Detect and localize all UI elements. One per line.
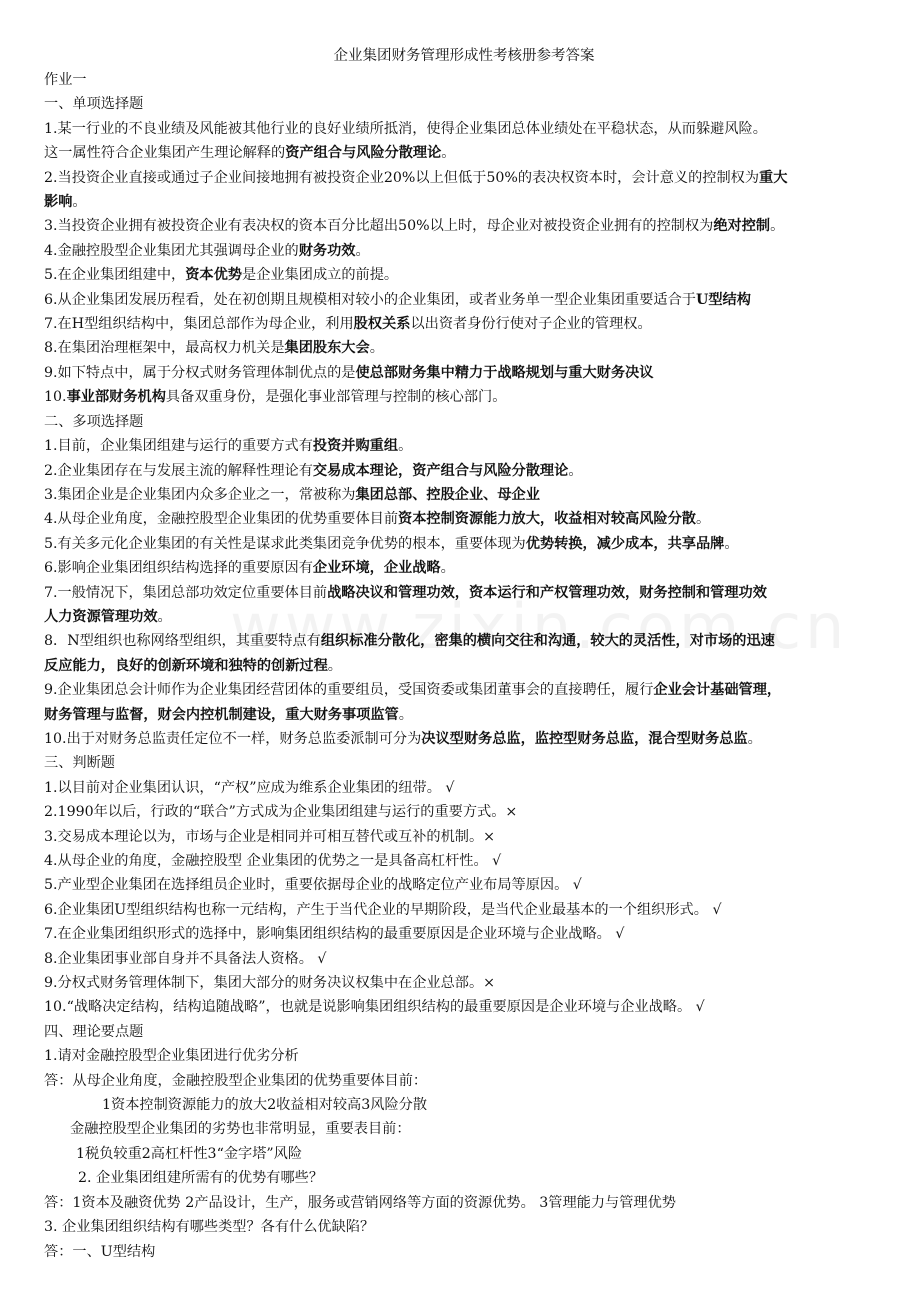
text-segment: 金融控股型企业集团的劣势也非常明显，重要表目前： xyxy=(70,1121,411,1138)
text-segment: 这一属性符合企业集团产生理论解释的 xyxy=(44,145,286,162)
text-line xyxy=(44,751,884,775)
text-segment: 3.当投资企业拥有被投资企业有表决权的资本百分比超出50%以上时，母企业对被投资企业拥有的控制权为 xyxy=(44,218,714,235)
text-segment: 。 xyxy=(747,730,762,747)
text-segment: 三、判断题 xyxy=(44,755,115,772)
text-segment: 1.某一行业的不良业绩及风能被其他行业的良好业绩所抵消，使得企业集团总体业绩处在平稳状态，从而躲避风险。 xyxy=(44,120,767,137)
text-line xyxy=(44,654,884,678)
bold-answer: 集团总部、控股企业、母企业 xyxy=(355,486,540,503)
text-line xyxy=(44,288,884,312)
text-line xyxy=(44,532,884,556)
bold-answer: 优势转换，减少成本，共享品牌 xyxy=(525,535,725,552)
text-segment: 1.请对金融控股型企业集团进行优劣分析 xyxy=(44,1048,299,1065)
text-segment: 3.交易成本理论以为，市场与企业是相同并可相互替代或互补的机制。× xyxy=(44,828,496,845)
text-line xyxy=(44,849,884,873)
text-segment: 答：从母企业角度，金融控股型企业集团的优势重要体目前： xyxy=(44,1072,428,1089)
text-segment: 一、单项选择题 xyxy=(44,96,144,113)
text-line xyxy=(44,605,884,629)
bold-answer: 人力资源管理功效 xyxy=(44,608,158,625)
document-title: 企业集团财务管理形成性考核册参考答案 xyxy=(333,48,595,64)
text-line xyxy=(44,800,884,824)
text-line xyxy=(44,678,884,702)
bold-answer: 事业部财务机构 xyxy=(66,389,166,406)
text-segment: 5.有关多元化企业集团的有关性是谋求此类集团竞争优势的根本，重要体现为 xyxy=(44,535,526,552)
text-segment: 9.如下特点中，属于分权式财务管理体制优点的是 xyxy=(44,364,356,381)
bold-answer: 资产组合与风险分散理论 xyxy=(285,145,442,162)
text-line xyxy=(44,214,884,238)
text-segment: 1资本控制资源能力的放大2收益相对较高3风险分散 xyxy=(102,1097,428,1114)
text-segment: 8.在集团治理框架中，最高权力机关是 xyxy=(44,340,285,357)
text-line xyxy=(44,336,884,360)
text-line xyxy=(44,629,884,653)
text-line xyxy=(44,68,884,92)
text-line xyxy=(44,556,884,580)
text-segment: 。 xyxy=(355,242,370,259)
text-segment: 以出资者身份行使对子企业的管理权。 xyxy=(410,316,652,333)
text-line xyxy=(44,873,884,897)
text-segment: 。 xyxy=(696,511,711,528)
text-segment: 。 xyxy=(157,608,172,625)
text-segment: 。 xyxy=(327,657,342,674)
bold-answer: 决议型财务总监，监控型财务总监，混合型财务总监 xyxy=(421,730,748,747)
bold-answer: 反应能力，良好的创新环境和独特的创新过程 xyxy=(44,657,328,674)
bold-answer: 企业环境，企业战略 xyxy=(312,560,441,577)
text-line xyxy=(44,507,884,531)
text-line xyxy=(44,361,884,385)
text-segment: 。 xyxy=(724,535,739,552)
text-line xyxy=(44,1044,884,1068)
bold-answer: 投资并购重组 xyxy=(312,438,399,455)
text-segment: 9.分权式财务管理体制下，集团大部分的财务决议权集中在企业总部。× xyxy=(44,975,496,992)
text-line xyxy=(44,1240,884,1264)
text-segment: 2.企业集团存在与发展主流的解释性理论有 xyxy=(44,462,313,479)
text-segment: 。 xyxy=(369,340,384,357)
document-lines xyxy=(44,68,884,1264)
bold-answer: 使总部财务集中精力于战略规划与重大财务决议 xyxy=(355,364,654,381)
text-segment: 4.从母企业的角度，金融控股型 企业集团的优势之一是具备高杠杆性。 √ xyxy=(44,853,502,869)
text-segment: 5.产业型企业集团在选择组员企业时，重要依据母企业的战略定位产业布局等原因。 √ xyxy=(44,877,582,894)
text-line xyxy=(44,1069,884,1093)
text-segment: 8.企业集团事业部自身并不具备法人资格。 √ xyxy=(44,950,327,967)
text-segment: 7.一般情况下，集团总部功效定位重要体目前 xyxy=(44,584,328,601)
bold-answer: 股权关系 xyxy=(353,316,411,333)
text-segment: 10. xyxy=(44,389,67,406)
bold-answer: 战略决议和管理功效，资本运行和产权管理功效，财务控制和管理功效 xyxy=(327,584,767,601)
text-segment: 4.从母企业角度，金融控股型企业集团的优势重要体目前 xyxy=(44,511,399,528)
text-line xyxy=(44,898,884,922)
text-segment: 2.1990年以后，行政的“联合”方式成为企业集团组建与运行的重要方式。× xyxy=(44,804,518,821)
text-line xyxy=(44,117,884,141)
text-segment: 2.当投资企业直接或通过子企业间接地拥有被投资企业20%以上但低于50%的表决权资本时，会计意义的控制权为 xyxy=(44,169,760,186)
text-line xyxy=(44,263,884,287)
text-line xyxy=(44,1215,884,1239)
text-line xyxy=(44,727,884,751)
bold-answer: 财务管理与监督，财会内控机制建设，重大财务事项监管 xyxy=(44,706,399,723)
text-segment: 。 xyxy=(72,194,87,211)
text-segment: 。 xyxy=(441,145,456,162)
text-line xyxy=(44,1166,884,1190)
bold-answer: 资本优势 xyxy=(185,267,242,284)
text-segment: 。 xyxy=(440,560,455,577)
text-segment: 是企业集团成立的前提。 xyxy=(242,267,399,284)
text-line xyxy=(44,190,884,214)
text-line xyxy=(44,239,884,263)
text-segment: 具备双重身份，是强化事业部管理与控制的核心部门。 xyxy=(165,389,507,406)
text-line xyxy=(44,1191,884,1215)
text-line xyxy=(44,483,884,507)
bold-answer: 企业会计基础管理， xyxy=(653,682,782,699)
text-line xyxy=(44,141,884,165)
text-segment: 二、多项选择题 xyxy=(44,413,144,430)
text-segment: 4.金融控股型企业集团尤其强调母企业的 xyxy=(44,242,299,259)
text-segment: 10.“战略决定结构，结构追随战略”，也就是说影响集团组织结构的最重要原因是企业环境与企业战略。 √ xyxy=(44,999,705,1016)
text-segment: 6.从企业集团发展历程看，处在初创期且规模相对较小的企业集团，或者业务单一型企业集团重要适合于 xyxy=(44,291,696,308)
text-segment: 6.企业集团U型组织结构也称一元结构，产生于当代企业的早期阶段，是当代企业最基本的一个组织形式。 √ xyxy=(44,901,722,918)
text-line xyxy=(44,825,884,849)
text-line xyxy=(44,92,884,116)
text-segment: 8．N型组织也称网络型组织，其重要特点有 xyxy=(44,633,321,650)
text-line xyxy=(44,312,884,336)
text-segment: 9.企业集团总会计师作为企业集团经营团体的重要组员，受国资委或集团董事会的直接聘任，履行 xyxy=(44,682,654,699)
text-segment: 3.集团企业是企业集团内众多企业之一，常被称为 xyxy=(44,486,356,503)
text-segment: 7.在企业集团组织形式的选择中，影响集团组织结构的最重要原因是企业环境与企业战略。 √ xyxy=(44,926,625,943)
text-line xyxy=(44,1093,884,1117)
text-line xyxy=(44,581,884,605)
text-line xyxy=(44,410,884,434)
text-segment: 。 xyxy=(398,438,413,455)
bold-answer: 组织标准分散化，密集的横向交往和沟通，较大的灵活性，对市场的迅速 xyxy=(320,633,775,650)
text-segment: 7.在H型组织结构中，集团总部作为母企业，利用 xyxy=(44,316,354,333)
text-segment: 作业一 xyxy=(44,72,87,88)
text-line xyxy=(44,947,884,971)
text-line xyxy=(44,995,884,1019)
bold-answer: 资本控制资源能力放大，收益相对较高风险分散 xyxy=(398,511,696,528)
bold-answer: 财务功效 xyxy=(298,242,356,259)
text-line xyxy=(44,971,884,995)
text-line xyxy=(44,166,884,190)
bold-answer: U型结构 xyxy=(695,291,751,308)
text-segment: 四、理论要点题 xyxy=(44,1023,144,1040)
bold-answer: 重大 xyxy=(759,169,788,186)
text-segment: 答：1资本及融资优势 2产品设计，生产，服务或营销网络等方面的资源优势。 3管理能力与管理优势 xyxy=(44,1194,676,1211)
text-segment: 1税负较重2高杠杆性3“金字塔”风险 xyxy=(76,1145,303,1162)
text-line xyxy=(44,776,884,800)
bold-answer: 影响 xyxy=(44,194,73,211)
text-line xyxy=(44,385,884,409)
text-segment: 5.在企业集团组建中， xyxy=(44,267,186,284)
bold-answer: 集团股东大会 xyxy=(284,340,370,357)
text-segment: 6.影响企业集团组织结构选择的重要原因有 xyxy=(44,560,313,577)
text-line xyxy=(44,703,884,727)
text-segment: 。 xyxy=(770,218,785,235)
text-line xyxy=(44,434,884,458)
text-segment: 答：一、U型结构 xyxy=(44,1243,156,1260)
text-line xyxy=(44,1142,884,1166)
text-line xyxy=(44,459,884,483)
document-body xyxy=(44,44,884,1264)
text-segment: 2. 企业集团组建所需有的优势有哪些？ xyxy=(78,1170,324,1187)
text-line xyxy=(44,1117,884,1141)
bold-answer: 绝对控制 xyxy=(713,218,771,235)
text-segment: 10.出于对财务总监责任定位不一样，财务总监委派制可分为 xyxy=(44,730,422,747)
bold-answer: 交易成本理论，资产组合与风险分散理论 xyxy=(312,462,569,479)
text-line xyxy=(44,922,884,946)
text-segment: 。 xyxy=(398,706,413,723)
text-line xyxy=(44,1020,884,1044)
text-segment: 3. 企业集团组织结构有哪些类型？各有什么优缺陷？ xyxy=(44,1219,375,1236)
text-segment: 。 xyxy=(568,462,583,479)
text-segment: 1.目前，企业集团组建与运行的重要方式有 xyxy=(44,438,313,455)
text-segment: 1.以目前对企业集团认识，“产权”应成为维系企业集团的纽带。 √ xyxy=(44,779,455,796)
